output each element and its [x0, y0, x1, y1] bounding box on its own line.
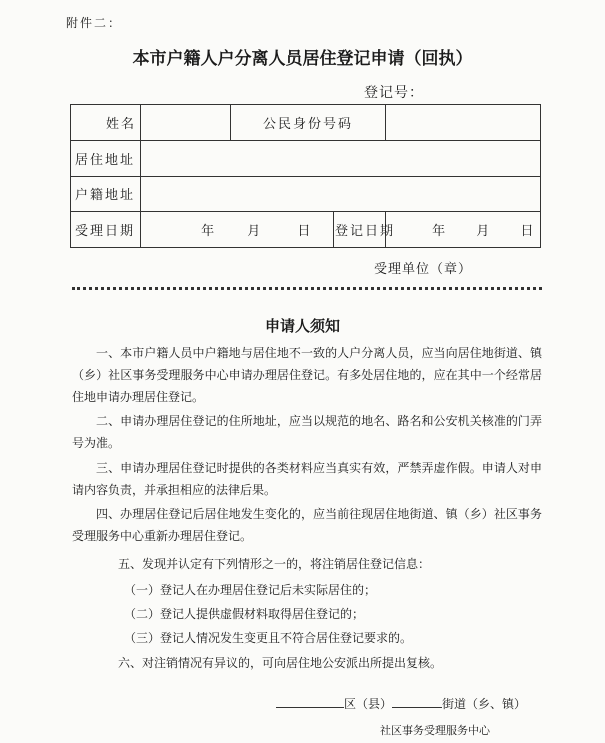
residence-label: 居住地址 — [71, 140, 141, 176]
service-center-label: 社区事务受理服务中心 — [380, 724, 490, 737]
attachment-label: 附件二： — [66, 16, 123, 30]
form-row-dates — [71, 212, 541, 248]
household-field[interactable] — [141, 176, 541, 212]
notice-item-3 — [72, 457, 542, 501]
reg-year-label: 年 — [432, 224, 446, 240]
reg-date-label: 登记日期 — [334, 212, 386, 248]
household-label: 户籍地址 — [71, 176, 141, 212]
reg-date-field[interactable] — [386, 212, 541, 248]
notice-item-2-text: 二、申请办理居住登记的住所地址，应当以规范的地名、路名和公安机关核准的门弄号为准。 — [72, 414, 542, 450]
notice-item-5-sub-1: （一）登记人在办理居住登记后未实际居住的； — [124, 583, 377, 597]
street-label: 街道（乡、镇） — [442, 697, 527, 711]
page-title: 本市户籍人户分离人员居住登记申请（回执） — [132, 49, 473, 69]
tear-line-divider — [72, 287, 542, 290]
notice-item-5: 五、发现并认定有下列情形之一的，将注销居住登记信息： — [118, 557, 431, 571]
accept-date-field[interactable] — [141, 212, 334, 248]
accept-date-label: 受理日期 — [71, 212, 141, 248]
notice-title: 申请人须知 — [264, 317, 340, 335]
notice-item-4 — [72, 503, 542, 547]
accept-day-label: 日 — [297, 224, 311, 240]
reg-day-label: 日 — [520, 224, 534, 240]
notice-item-4-text: 四、办理居住登记后居住地发生变化的，应当前往现居住地街道、镇（乡）社区事务受理服务中心重新办理居住登记。 — [72, 507, 542, 543]
residence-field[interactable] — [141, 140, 541, 176]
notice-item-5-sub-2: （二）登记人提供虚假材料取得居住登记的； — [124, 607, 365, 621]
id-label: 公民身份号码 — [231, 105, 386, 141]
form-row-name — [71, 105, 541, 141]
form-row-household — [71, 176, 541, 212]
registration-no-label: 登记号： — [364, 85, 424, 101]
notice-item-3-text: 三、申请办理居住登记时提供的各类材料应当真实有效，严禁弄虚作假。申请人对申请内容负责，并承担相应的法律后果。 — [72, 461, 542, 497]
street-blank[interactable] — [392, 695, 442, 708]
notice-item-2 — [72, 410, 542, 454]
name-field[interactable] — [141, 105, 231, 141]
notice-item-6: 六、对注销情况有异议的，可向居住地公安派出所提出复核。 — [118, 656, 443, 670]
notice-item-1 — [72, 342, 542, 408]
name-label: 姓名 — [71, 105, 141, 141]
notice-item-5-sub-3: （三）登记人情况发生变更且不符合居住登记要求的。 — [124, 631, 413, 645]
id-field[interactable] — [386, 105, 541, 141]
form-row-residence — [71, 140, 541, 176]
receipt-form-table — [70, 104, 541, 248]
accepting-unit-label: 受理单位（章） — [374, 262, 473, 277]
reg-month-label: 月 — [476, 224, 490, 240]
notice-item-1-text: 一、本市户籍人员中户籍地与居住地不一致的人户分离人员，应当向居住地街道、镇（乡）社区事务受理服务中心申请办理居住登记。有多处居住地的，应在其中一个经常居住地申请办理居住登记。 — [72, 346, 542, 404]
signature-line — [276, 695, 526, 712]
district-label: 区（县） — [344, 697, 393, 711]
accept-year-label: 年 — [201, 224, 215, 240]
accept-month-label: 月 — [247, 224, 261, 240]
district-blank[interactable] — [276, 695, 344, 708]
